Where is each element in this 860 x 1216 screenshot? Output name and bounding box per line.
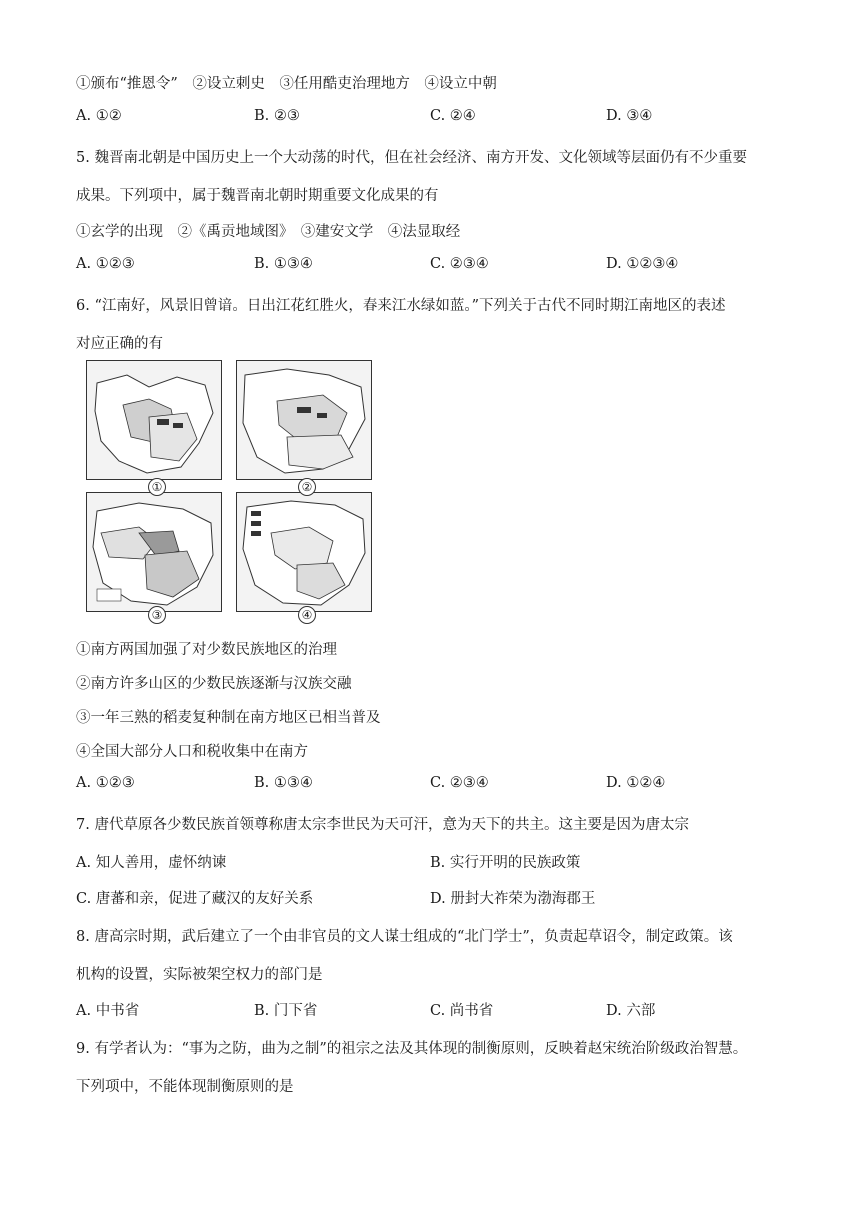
q8-stem-line1: 8. 唐高宗时期，武后建立了一个由非官员的文人谋士组成的“北门学士”，负责起草诏令，制定政策。该 — [76, 929, 733, 945]
q5-stem-line1: 5. 魏晋南北朝是中国历史上一个大动荡的时代，但在社会经济、南方开发、文化领域等层面仍有不少重要 — [76, 150, 747, 166]
map-label-2: ② — [298, 478, 316, 496]
q6-item-4: ④全国大部分人口和税收集中在南方 — [76, 744, 308, 760]
q8-choice-a[interactable]: A. 中书省 — [76, 1003, 140, 1019]
map-panel-1 — [86, 360, 222, 480]
q5-choice-a[interactable]: A. ①②③ — [76, 256, 135, 272]
q5-choice-d[interactable]: D. ①②③④ — [606, 256, 679, 272]
map-panel-4 — [236, 492, 372, 612]
q6-choice-a[interactable]: A. ①②③ — [76, 775, 135, 791]
q6-choice-d[interactable]: D. ①②④ — [606, 775, 666, 791]
q4-choice-d[interactable]: D. ③④ — [606, 108, 653, 124]
map-label-4: ④ — [298, 606, 316, 624]
q6-choice-b[interactable]: B. ①③④ — [254, 775, 313, 791]
q4-options-line: ①颁布“推恩令” ②设立刺史 ③任用酷吏治理地方 ④设立中朝 — [76, 76, 497, 92]
q8-choices — [76, 999, 796, 1019]
q7-stem: 7. 唐代草原各少数民族首领尊称唐太宗李世民为天可汗，意为天下的共主。这主要是因为唐太宗 — [76, 817, 689, 833]
q7-choice-b[interactable]: B. 实行开明的民族政策 — [430, 855, 581, 871]
q5-choice-b[interactable]: B. ①③④ — [254, 256, 313, 272]
map-panel-2 — [236, 360, 372, 480]
q5-items: ①玄学的出现 ②《禹贡地域图》 ③建安文学 ④法显取经 — [76, 224, 461, 240]
q7-choice-c[interactable]: C. 唐蕃和亲，促进了藏汉的友好关系 — [76, 891, 314, 907]
q6-item-1: ①南方两国加强了对少数民族地区的治理 — [76, 642, 337, 658]
q4-choices — [76, 108, 796, 128]
q7-choices-row2 — [76, 887, 796, 907]
q4-choice-c[interactable]: C. ②④ — [430, 108, 476, 124]
q8-choice-d[interactable]: D. 六部 — [606, 1003, 656, 1019]
q7-choice-d[interactable]: D. 册封大祚荣为渤海郡王 — [430, 891, 596, 907]
q6-stem-line1: 6. “江南好，风景旧曾谙。日出江花红胜火，春来江水绿如蓝。”下列关于古代不同时期江南地区的表述 — [76, 298, 726, 314]
q6-choices — [76, 775, 796, 795]
q5-choice-c[interactable]: C. ②③④ — [430, 256, 489, 272]
q7-choices-row1 — [76, 851, 796, 871]
q8-choice-c[interactable]: C. 尚书省 — [430, 1003, 494, 1019]
q6-stem-line2: 对应正确的有 — [76, 336, 163, 352]
q4-choice-a[interactable]: A. ①② — [76, 108, 122, 124]
q8-stem-line2: 机构的设置，实际被架空权力的部门是 — [76, 967, 323, 983]
q9-stem-line2: 下列项中，不能体现制衡原则的是 — [76, 1079, 294, 1095]
q8-choice-b[interactable]: B. 门下省 — [254, 1003, 318, 1019]
map-label-3: ③ — [148, 606, 166, 624]
q6-item-3: ③一年三熟的稻麦复种制在南方地区已相当普及 — [76, 710, 381, 726]
q4-choice-b[interactable]: B. ②③ — [254, 108, 300, 124]
q7-choice-a[interactable]: A. 知人善用，虚怀纳谏 — [76, 855, 227, 871]
map-label-1: ① — [148, 478, 166, 496]
q6-item-2: ②南方许多山区的少数民族逐渐与汉族交融 — [76, 676, 352, 692]
map-panel-3 — [86, 492, 222, 612]
q9-stem-line1: 9. 有学者认为：“事为之防，曲为之制”的祖宗之法及其体现的制衡原则，反映着赵宋统治阶级政治智慧。 — [76, 1041, 748, 1057]
historical-maps-figure — [86, 360, 396, 622]
q5-stem-line2: 成果。下列项中，属于魏晋南北朝时期重要文化成果的有 — [76, 188, 439, 204]
q6-choice-c[interactable]: C. ②③④ — [430, 775, 489, 791]
q5-choices — [76, 256, 796, 276]
